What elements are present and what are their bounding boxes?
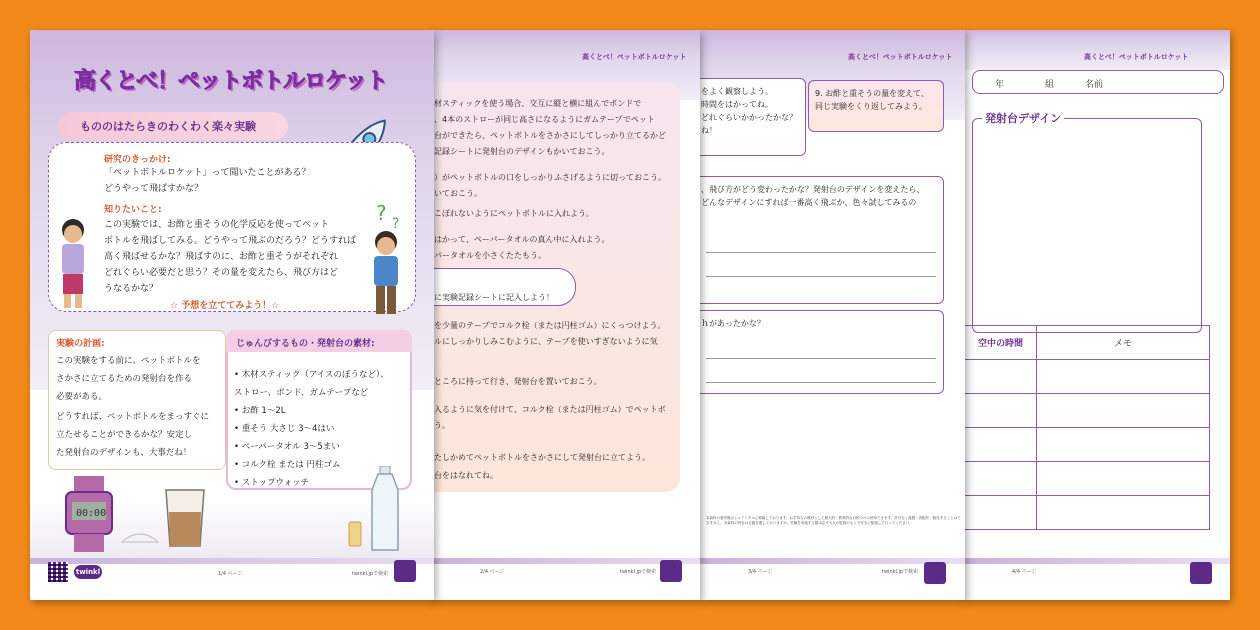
origin-line: どうやって飛ばすかな？: [104, 184, 204, 194]
origin-line: 「ペットボトルロケット」って聞いたことがある？: [104, 168, 311, 178]
want-line: 高く飛ばせるかな？飛ばすのに、お酢と重そうがそれぞれ: [104, 252, 339, 262]
measuring-beaker-icon: [160, 486, 210, 548]
origin-label: 研究のきっかけ:: [104, 155, 171, 165]
plan-line: 立たせることができるかな？安定し: [56, 430, 193, 440]
result-box: [700, 176, 944, 304]
instruction-line: パータオルを小さくたたもう。: [434, 251, 546, 260]
page-number: 2/4 ページ: [480, 569, 505, 575]
list-item: • ストップウォッチ: [234, 478, 310, 488]
page-number: 3/4 ページ: [748, 569, 773, 575]
plan-line: さかさに立てるための発射台を作る: [56, 374, 193, 384]
worksheet-page-1: [30, 30, 434, 600]
footer-bar: [30, 558, 434, 564]
stopwatch-icon: [60, 476, 120, 552]
instruction-line: たしかめてペットボトルをさかさにして発射台に立てよう。: [434, 453, 650, 462]
step-9-box: [808, 80, 944, 132]
instruction-line: う。: [434, 421, 450, 430]
worksheet-page-4: [964, 30, 1230, 600]
table-row: [965, 428, 1210, 462]
design-drawing-area: [972, 118, 1202, 333]
svg-text:00:00: 00:00: [76, 508, 107, 519]
twinkl-logo-icon: [394, 560, 416, 582]
page-title: 高くとべ！ペットボトルロケット: [74, 69, 388, 94]
name-field-box: [972, 70, 1224, 94]
instruction-line: こぼれないようにペットボトルに入れよう。: [434, 209, 594, 218]
instruction-line: ところに持って行き、発射台を置いておこう。: [434, 377, 602, 386]
writing-line: [706, 276, 936, 277]
instruction-line: 材スティックを使う場合、交互に縦と横に組んでボンドで: [434, 99, 642, 108]
name-label: 名前: [1085, 80, 1104, 90]
instruction-line: を少量のテープでコルク栓（または円柱ゴム）にくっつけよう。: [434, 321, 666, 330]
prediction-prompt: ☆ 予想を立ててみよう！☆: [170, 301, 280, 311]
baking-soda-pile-icon: [120, 526, 160, 546]
pill-text: に実験記録シートに記入しよう！: [434, 293, 554, 302]
svg-text:?: ?: [392, 216, 400, 232]
text-line: どれぐらいかかったかな？: [701, 113, 797, 122]
instruction-line: 台をはなれてね。: [434, 471, 498, 480]
page-header-title: 高くとべ！ペットボトルロケット: [848, 53, 953, 61]
subtitle: もののはたらきのわくわく楽々実験: [80, 120, 256, 133]
instruction-line: 入るように気を付けて、コルク栓（または円柱ゴム）でペットボ: [434, 405, 666, 414]
materials-title: じゅんびするもの・発射台の素材:: [236, 339, 375, 349]
instruction-line: 記録シートに発射台のデザインもかいておこう。: [434, 147, 610, 156]
instruction-line: ）がペットボトルの口をしっかりふさげるように切っておこう。: [434, 173, 666, 182]
cork-icon: [348, 518, 362, 548]
flight-time-table: [964, 325, 1210, 530]
twinkl-logo-icon: [924, 562, 946, 584]
list-item: ストロー、ボンド、ガムテープなど: [234, 388, 369, 398]
boy-character-icon: [362, 200, 414, 318]
table-row: [965, 462, 1210, 496]
worksheet-page-2: [432, 30, 700, 600]
list-item: • 重そう 大さじ 3〜4はい: [234, 424, 335, 434]
instruction-line: 、4本のストローが同じ高さになるようにガムテープでペット: [434, 115, 655, 124]
instruction-line: 台ができたら、ペットボトルをさかさにしてしっかり立てるかど: [434, 131, 666, 140]
text-line: 、飛び方がどう変わったかな？発射台のデザインを変えたら、: [701, 185, 925, 194]
want-line: どれぐらい必要だと思う？その量を変えたら、飛び方はど: [104, 268, 339, 278]
list-item: • お酢 1〜2L: [234, 406, 286, 416]
header-sky: [964, 30, 1230, 70]
class-label: 組: [1045, 80, 1055, 90]
observation-box: [700, 78, 806, 156]
year-label: 年: [995, 80, 1005, 90]
writing-line: [706, 382, 936, 383]
twinkl-logo-icon: [660, 560, 682, 582]
plan-line: た発射台のデザインも、大事だね！: [56, 448, 192, 458]
text-line: 時間をはかってね。: [701, 100, 773, 109]
writing-line: [706, 252, 936, 253]
footer-site: twinkl.jpで検索: [882, 569, 919, 575]
girl-character-icon: [50, 216, 96, 312]
page-header-title: 高くとべ！ペットボトルロケット: [1084, 53, 1189, 61]
want-line: この実験では、お酢と重そうの化学反応を使ってペット: [104, 220, 330, 230]
instruction-line: はかって、ペーパータオルの真ん中に入れよう。: [434, 235, 610, 244]
want-line: ボトルを飛ばしてみる。どうやって飛ぶのだろう？どうすれば: [104, 236, 357, 246]
svg-text:?: ?: [376, 201, 387, 225]
table-header-memo: メモ: [1037, 326, 1210, 360]
table-row: [965, 496, 1210, 530]
table-row: [965, 360, 1210, 394]
worksheet-page-3: [700, 30, 965, 600]
table-row: [965, 394, 1210, 428]
materials-list: [234, 366, 389, 492]
plan-label: 実験の計画:: [56, 339, 105, 349]
text-line: ｈがあったかな？: [701, 319, 765, 328]
footer-site: twinkl.jpで検索: [352, 571, 389, 577]
plastic-bottle-icon: [370, 466, 400, 552]
writing-line: [706, 358, 936, 359]
want-label: 知りたいこと:: [104, 205, 162, 215]
text-line: 9. お酢と重そうの量を変えて、: [815, 89, 930, 98]
list-item: • ペーパータオル 3〜5まい: [234, 442, 340, 452]
want-line: うなるかな？: [104, 284, 159, 294]
page-number: 1/4 ページ: [218, 571, 243, 577]
qr-code-icon: [48, 562, 68, 582]
footer-site: twinkl.jpで検索: [620, 569, 657, 575]
table-header-time: 空中の時間: [965, 326, 1037, 360]
copyright-fine-print: 本資料の著作権はトゥインクルに帰属しております。お手持ちの教材として個人的・教育的な目的でのみ使用できます。許可なく複製・再配布・販売することはできません。本資料の内容は正確を期しておりますが、実験を実施する際は必ず大人の監督のもとで安全に配慮して行ってください。: [706, 516, 961, 525]
page-header-title: 高くとべ！ペットボトルロケット: [582, 53, 687, 61]
design-title: 発射台デザイン: [982, 110, 1064, 126]
plan-line: 必要がある。: [56, 392, 108, 402]
text-line: どんなデザインにすれば一番高く飛ぶか、色々試してみるの: [701, 198, 917, 207]
text-line: 同じ実験をくり返してみよう。: [815, 102, 927, 111]
twinkl-badge: twinkl: [74, 565, 102, 579]
instruction-line: いておこう。: [434, 189, 482, 198]
list-item: • コルク栓 または 円柱ゴム: [234, 460, 341, 470]
page-number: 4/4 ページ: [1012, 569, 1037, 575]
plan-line: どうすれば、ペットボトルをまっすぐに: [56, 412, 210, 422]
twinkl-logo-icon: [1190, 562, 1212, 584]
list-item: • 木材スティック（アイスのぼうなど）、: [234, 370, 389, 380]
text-line: ね！: [701, 126, 717, 135]
plan-line: この実験をする前に、ペットボトルを: [56, 356, 201, 366]
text-line: をよく観察しよう。: [701, 87, 773, 96]
instruction-line: ルにしっかりしみこむように、テープを使いすぎないように気: [434, 337, 658, 346]
